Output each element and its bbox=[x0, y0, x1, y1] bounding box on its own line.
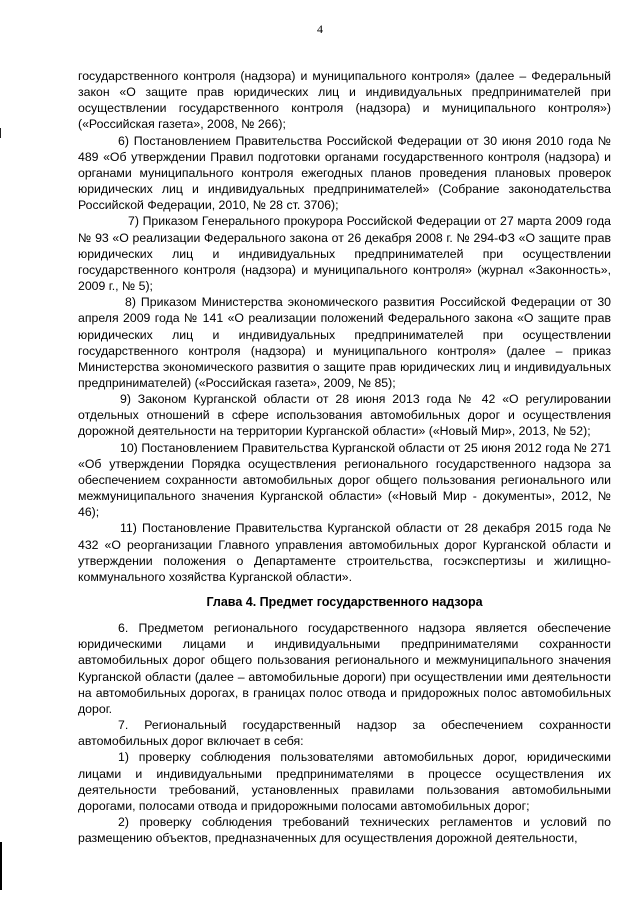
list-item: 10) Постановлением Правительства Курганской области от 25 июня 2012 года № 271 «Об утверждении Порядка осуществления регионального государственного надзора за обеспечением сохранности автомобильных дорог общего пользования регионального или межмуниципального значения Курганской области» («Новый Мир - документы», 2012, № 46); bbox=[78, 440, 611, 520]
paragraph-6: 6. Предметом регионального государственного надзора является обеспечение юридическими лицами и индивидуальными предпринимателями сохранности автомобильных дорог общего пользования регионального и межмуниципального значения Курганской области (далее – автомобильные дороги) при осуществлении ими деятельности на автомобильных дорогах, в границах полос отвода и придорожных полос автомобильных дорог. bbox=[78, 621, 611, 716]
paragraph-7: 7. Региональный государственный надзор за обеспечением сохранности автомобильных дорог включает в себя: bbox=[78, 718, 611, 749]
list-item: 7) Приказом Генерального прокурора Российской Федерации от 27 марта 2009 года № 93 «О реализации Федерального закона от 26 декабря 2008 г. № 294-ФЗ «О защите прав юридических лиц и индивидуальных предпринимателей при осуществлении государственного контроля (надзора) и муниципального контроля» (журнал «Законность», 2009 г., № 5); bbox=[78, 214, 611, 294]
page-number: 4 bbox=[317, 22, 323, 36]
subitem-1: 1) проверку соблюдения пользователями автомобильных дорог, юридическими лицами и индивидуальными предпринимателями в процессе осуществления их деятельности требований, установленных правилами пользования автомобильными дорогами, полосами отвода и придорожными полосами автомобильных дорог; bbox=[78, 750, 611, 813]
continuation-paragraph: государственного контроля (надзора) и муниципального контроля» (далее – Федеральный закон «О защите прав юридических лиц и индивидуальных предпринимателей при осуществлении государственного контроля (надзора) и муниципального контроля») («Российская газета», 2008, № 266); bbox=[78, 69, 611, 132]
chapter-heading: Глава 4. Предмет государственного надзора bbox=[206, 595, 483, 609]
list-item: 8) Приказом Министерства экономического развития Российской Федерации от 30 апреля 2009 года № 141 «О реализации положений Федерального закона «О защите прав юридических лиц и индивидуальных предпринимателей при осуществлении государственного контроля (надзора) и муниципального контроля» (далее – приказ Министерства экономического развития о защите прав юридических лиц и индивидуальных предпринимателей) («Российская газета», 2009, № 85); bbox=[78, 295, 611, 390]
list-item: 11) Постановление Правительства Курганской области от 28 декабря 2015 года № 432 «О реорганизации Главного управления автомобильных дорог Курганской области и утверждении положения о Департаменте строительства, госэкспертизы и жилищно-коммунального хозяйства Курганской области». bbox=[78, 521, 611, 584]
scan-edge-mark bbox=[0, 128, 1, 138]
list-item: 6) Постановлением Правительства Российской Федерации от 30 июня 2010 года № 489 «Об утверждении Правил подготовки органами государственного контроля (надзора) и органами муниципального контроля ежегодных планов проведения плановых проверок юридических лиц и индивидуальных предпринимателей» (Собрание законодательства Российской Федерации, 2010, № 28 ст. 3706); bbox=[78, 133, 611, 213]
subitem-2: 2) проверку соблюдения требований технических регламентов и условий по размещению объектов, предназначенных для осуществления дорожной деятельности, bbox=[78, 815, 611, 846]
list-item: 9) Законом Курганской области от 28 июня 2013 года № 42 «О регулировании отдельных отношений в сфере использования автомобильных дорог и осуществления дорожной деятельности на территории Курганской области» («Новый Мир», 2013, № 52); bbox=[78, 392, 611, 439]
document-body bbox=[78, 68, 611, 846]
scan-edge-mark bbox=[0, 842, 2, 890]
